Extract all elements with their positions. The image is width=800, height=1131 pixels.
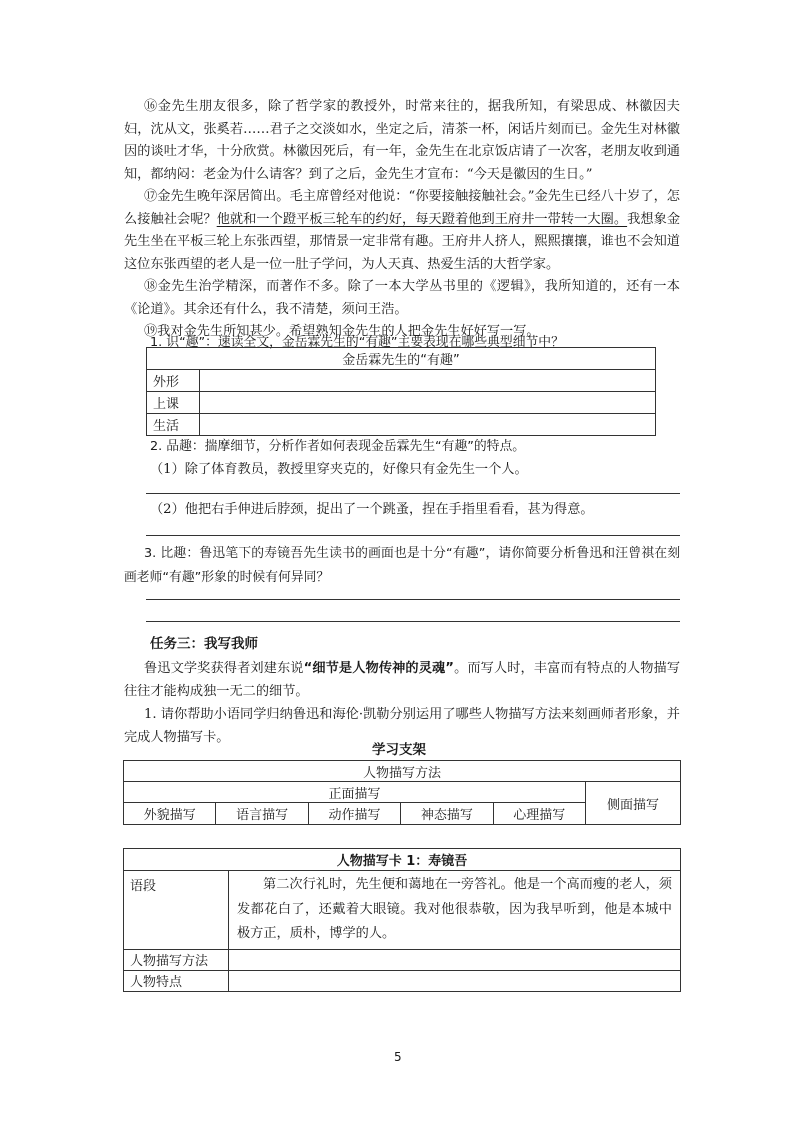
task3-heading: 任务三：我写我师 [150,636,258,652]
paragraph-19: ⑲我对金先生所知甚少。希望熟知金先生的人把金先生好好写一写。 [144,324,540,339]
task3-intro-quote: “细节是人物传神的灵魂” [303,661,454,676]
side-description-header: 侧面描写 [586,782,681,825]
methods-header: 人物描写方法 [124,761,681,782]
method-appearance: 外貌描写 [124,803,216,825]
answer-line[interactable] [146,621,680,622]
answer-line[interactable] [146,493,680,494]
card1-segment-cell [229,871,681,950]
answer-cell-class[interactable] [200,392,656,414]
row-label-class: 上课 [147,392,200,414]
page-number: 5 [394,1050,402,1064]
paragraph-16: ⑯金先生朋友很多，除了哲学家的教授外，时常来往的，据我所知，有梁思成、林徽因夫妇，沈从文，张奚若……君子之交淡如水，坐定之后，清茶一杯，闲话片刻而已。金先生对林徽因的谈吐才华，十分欣赏。林徽因死后，有一年，金先生在北京饭店请了一次客，老朋友收到通知，都纳闷：老金为什么请客？到了之后，金先生才宣布：“今天是徽因的生日。” [124,99,680,182]
method-psychology: 心理描写 [493,803,585,825]
q1-prompt: 1. 识“趣”：速读全文，金岳霖先生的“有趣”主要表现在哪些典型细节中？ [150,335,564,350]
row-label-appearance: 外形 [147,370,200,392]
answer-line[interactable] [146,535,680,536]
q3-prompt: 3. 比趣：鲁迅笔下的寿镜吾先生读书的画面也是十分“有趣”，请你简要分析鲁迅和汪曾祺在刻画老师“有趣”形象的时候有何异同？ [124,546,680,585]
q2-item-2: （2）他把右手伸进后脖颈，捉出了一个跳蚤，捏在手指里看看，甚为得意。 [150,502,594,517]
card1-title: 人物描写卡 1：寿镜吾 [124,849,681,871]
q1-table-title: 金岳霖先生的“有趣” [147,348,656,370]
task3-intro-post: 。而写人时，丰富而有特点的人物描写往往才能构成独一无二的细节。 [124,661,681,699]
paragraph-17-part-b: 我想象金先生坐在平板三轮上东张西望，那情景一定非常有趣。王府井人挤人，熙熙攘攘，谁也不会知道这位东张西望的老人是一位一肚子学问，为人天真、热爱生活的大哲学家。 [124,211,681,272]
paragraph-18: ⑱金先生治学精深，而著作不多。除了一本大学丛书里的《逻辑》，我所知道的，还有一本《论道》。其余还有什么，我不清楚，须问王浩。 [124,279,680,317]
paragraph-17 [124,186,680,276]
task3-intro [124,658,680,703]
method-expression: 神态描写 [401,803,493,825]
method-action: 动作描写 [308,803,400,825]
front-description-header: 正面描写 [124,782,586,803]
character-card-1 [123,848,681,992]
answer-line[interactable] [146,599,680,600]
q2-item-1: （1）除了体育教员，教授里穿夹克的，好像只有金先生一个人。 [150,462,528,477]
card1-segment-text: 第二次行礼时，先生便和蔼地在一旁答礼。他是一个高而瘦的老人，须发都花白了，还戴着大眼镜。我对他很恭敬，因为我早听到，他是本城中极方正，质朴，博学的人。 [237,877,672,941]
card1-segment-label: 语段 [124,871,229,950]
q2-prompt: 2. 品趣：揣摩细节，分析作者如何表现金岳霖先生“有趣”的特点。 [150,439,526,454]
method-language: 语言描写 [216,803,308,825]
q1-answer-table [146,347,656,436]
scaffold-title: 学习支架 [372,742,426,758]
answer-cell-life[interactable] [200,414,656,436]
card1-trait-label: 人物特点 [124,970,229,991]
answer-cell-appearance[interactable] [200,370,656,392]
card1-trait-cell[interactable] [229,970,681,991]
task3-intro-pre: 鲁迅文学奖获得者刘建东说 [144,661,304,676]
task3-q1: 1. 请你帮助小语同学归纳鲁迅和海伦·凯勒分别运用了哪些人物描写方法来刻画师者形象，并完成人物描写卡。 [124,707,680,745]
paragraph-17-underlined: 他就和一个蹬平板三轮车的约好，每天蹬着他到王府井一带转一大圈。 [216,211,628,227]
card1-method-cell[interactable] [229,949,681,970]
methods-table [123,760,681,825]
card1-method-label: 人物描写方法 [124,949,229,970]
paragraph-17-part-a: ⑰金先生晚年深居简出。毛主席曾经对他说：“你要接触接触社会。”金先生已经八十岁了，怎么接触社会呢？ [124,189,680,227]
row-label-life: 生活 [147,414,200,436]
